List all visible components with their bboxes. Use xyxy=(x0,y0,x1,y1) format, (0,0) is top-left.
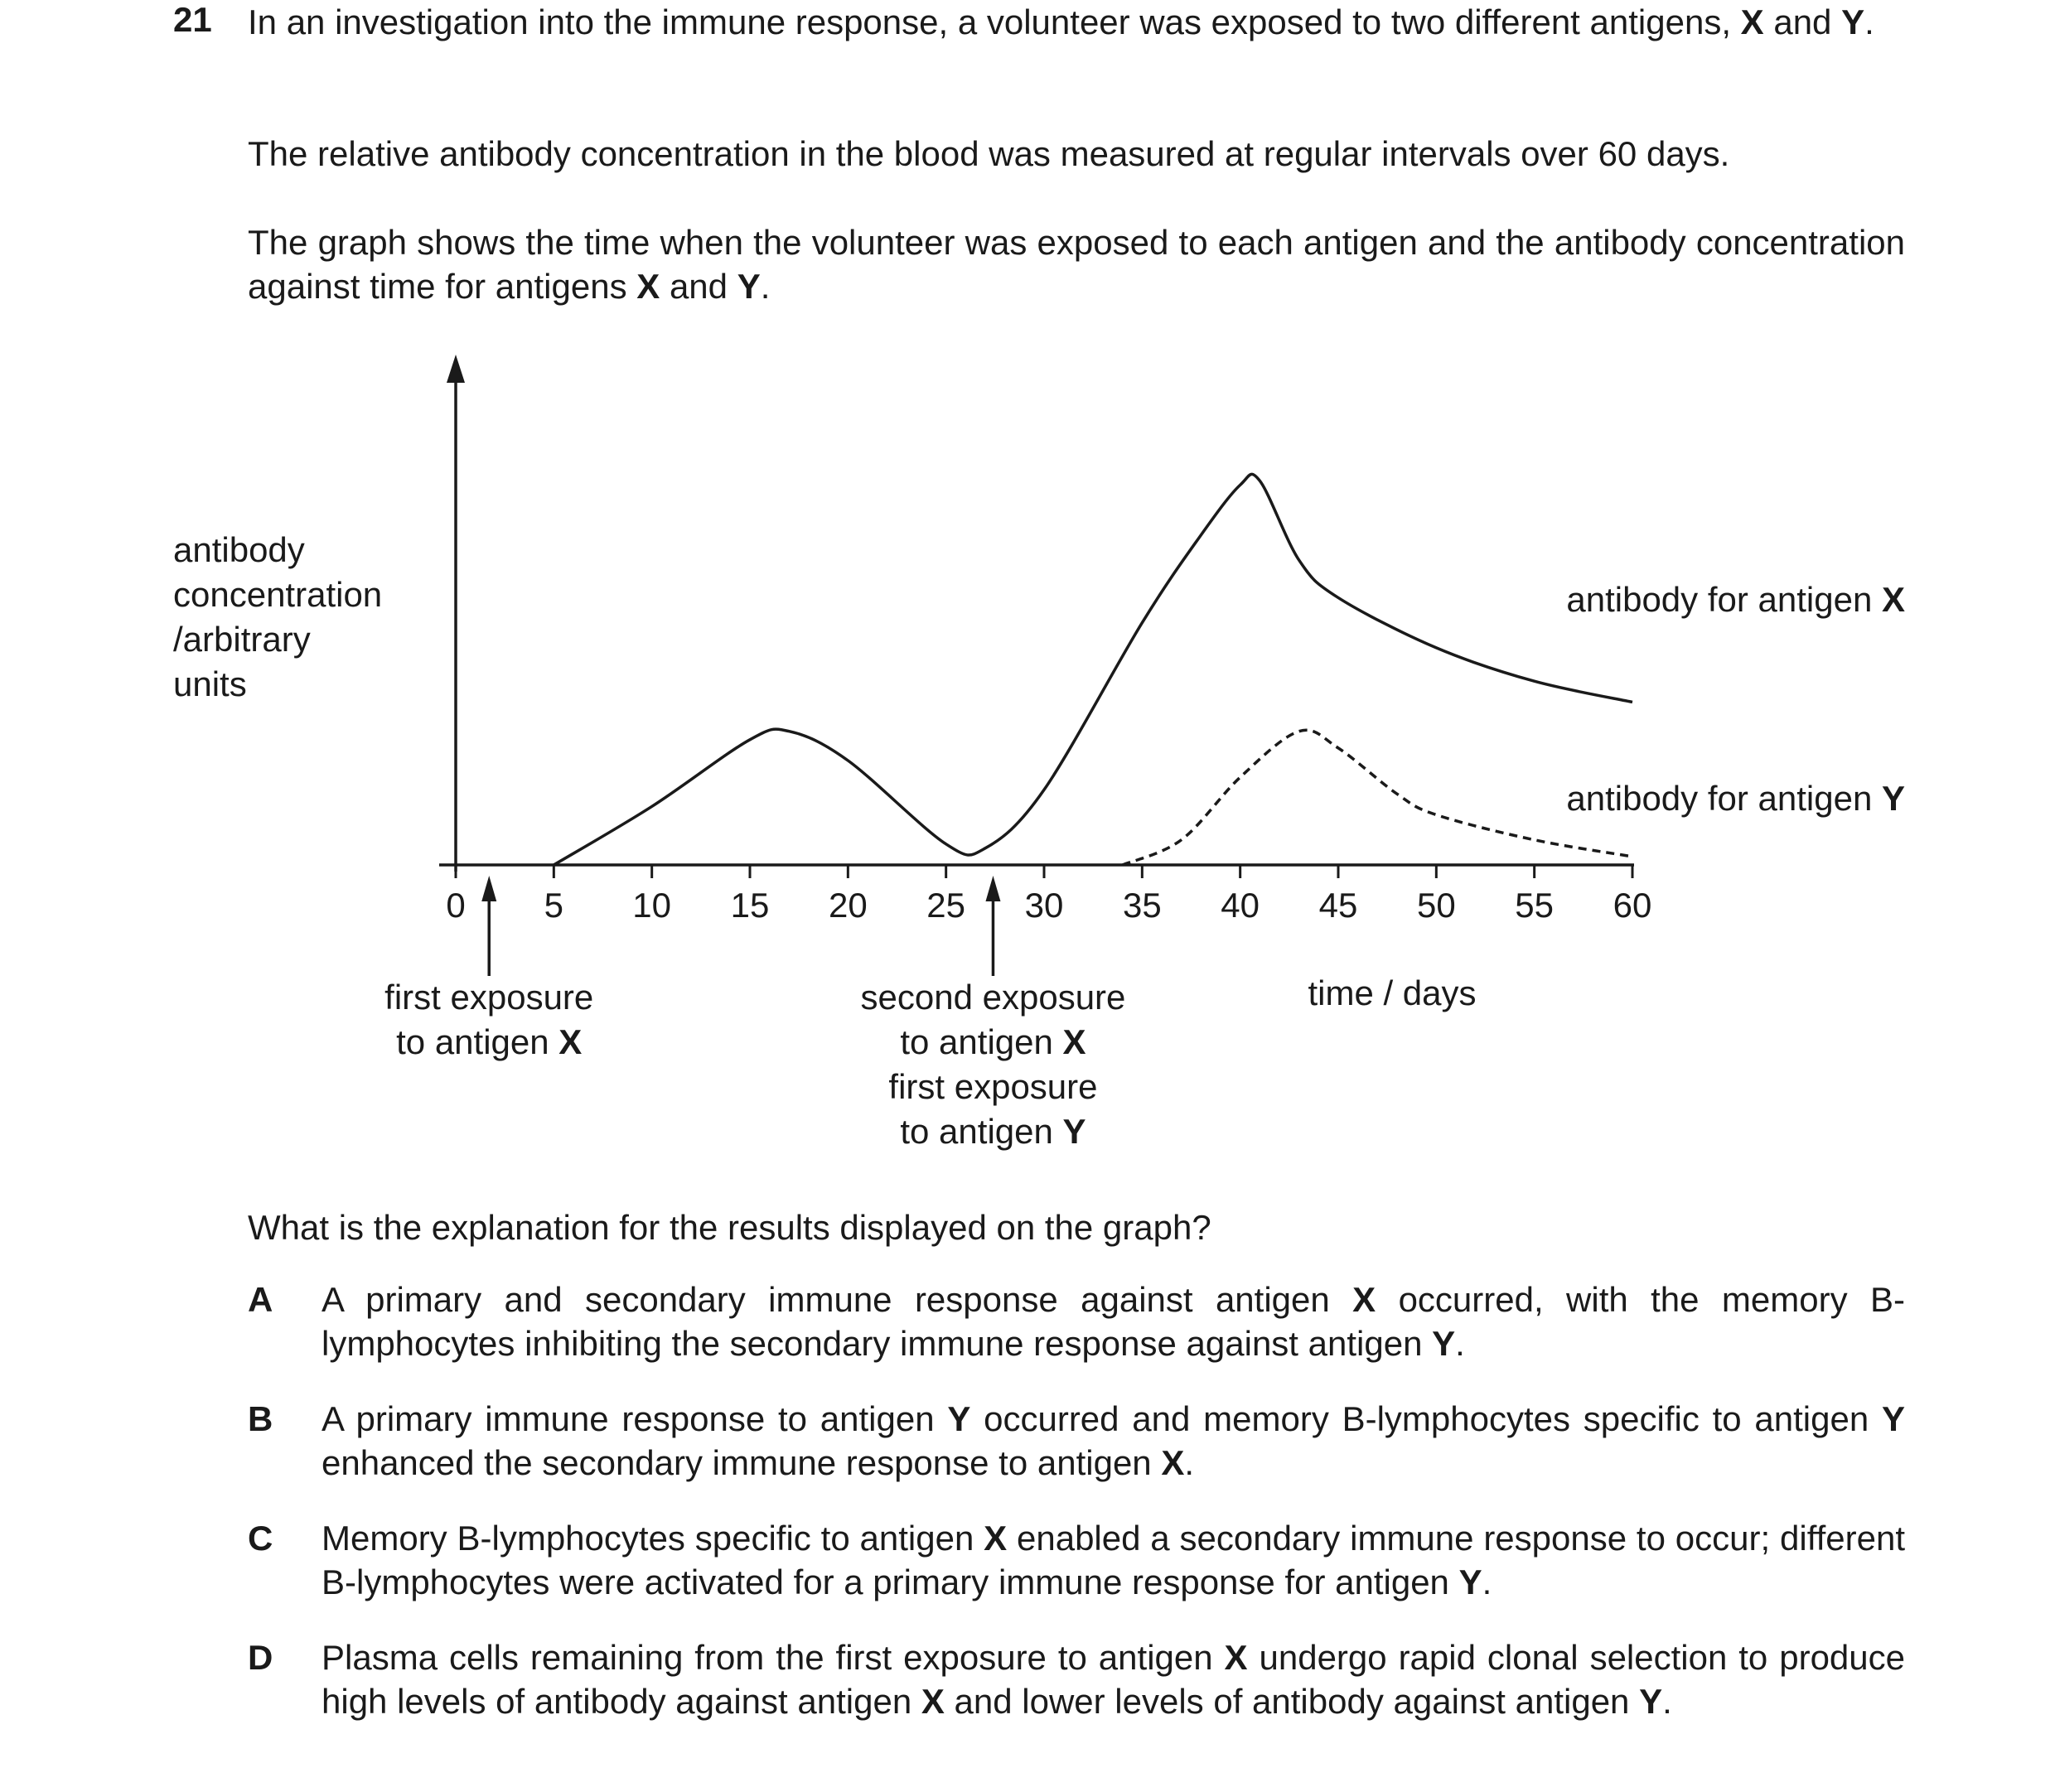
x-tick-label: 50 xyxy=(1416,886,1456,925)
series-antigen-y-line xyxy=(1123,730,1632,865)
x-tick-label: 30 xyxy=(1024,886,1064,925)
x-tick-label: 10 xyxy=(632,886,672,925)
option-d-text: Plasma cells remaining from the first exposure to antigen X undergo rapid clonal selection to produce high levels of antibody against antigen X and lower levels of antibody against antigen Y. xyxy=(322,1638,1906,1721)
chart-axes xyxy=(439,355,1634,872)
exposure-caption-line: second exposure xyxy=(860,978,1126,1017)
x-axis-label: time / days xyxy=(1308,973,1477,1012)
y-axis-label-line: /arbitrary xyxy=(173,620,311,659)
exposure-caption-line: first exposure xyxy=(888,1067,1098,1106)
exposure-caption-line: to antigen X xyxy=(396,1022,583,1061)
exposure-caption-line: to antigen Y xyxy=(900,1112,1086,1151)
option-c-text: Memory B-lymphocytes specific to antigen X enabled a secondary immune response to occur; different B-lymphocytes were activated for a primary immune response for antigen Y. xyxy=(322,1519,1905,1601)
x-tick-label: 15 xyxy=(730,886,770,925)
option-b-text: A primary immune response to antigen Y occurred and memory B-lymphocytes specific to antigen Y enhanced the secondary immune response to antigen X. xyxy=(322,1399,1905,1482)
option-d-letter: D xyxy=(248,1638,273,1677)
y-axis-label xyxy=(173,530,382,703)
x-tick-label: 5 xyxy=(544,886,564,925)
option-b-letter: B xyxy=(248,1399,273,1438)
y-axis-label-line: antibody xyxy=(173,530,305,569)
y-axis-label-line: units xyxy=(173,664,247,703)
exposure-arrowhead xyxy=(985,876,1000,901)
exposure-arrowhead xyxy=(481,876,496,901)
series-label-antigen-y: antibody for antigen Y xyxy=(1566,779,1905,818)
y-axis-label-line: concentration xyxy=(173,575,383,614)
question-number: 21 xyxy=(173,0,212,39)
x-tick-label: 45 xyxy=(1318,886,1358,925)
x-tick-label: 25 xyxy=(926,886,966,925)
intro-paragraph-3: The graph shows the time when the volunteer was exposed to each antigen and the antibody concentration against time for antigens X and Y. xyxy=(248,223,1905,306)
option-c-letter: C xyxy=(248,1519,273,1558)
exposure-caption-line: first exposure xyxy=(384,978,594,1017)
option-a-text: A primary and secondary immune response against antigen X occurred, with the memory B-lymphocytes inhibiting the secondary immune response against antigen Y. xyxy=(322,1280,1906,1363)
series-antigen-x-line xyxy=(554,474,1632,865)
x-tick-label: 0 xyxy=(446,886,466,925)
intro-paragraph-1: In an investigation into the immune response, a volunteer was exposed to two different antigens, X and Y. xyxy=(248,2,1874,41)
x-axis-ticks xyxy=(446,865,1651,925)
y-axis-arrowhead xyxy=(447,355,465,383)
chart-series xyxy=(554,474,1632,865)
question-prompt: What is the explanation for the results displayed on the graph? xyxy=(248,1208,1211,1247)
x-tick-label: 55 xyxy=(1515,886,1555,925)
exposure-caption-line: to antigen X xyxy=(900,1022,1086,1061)
intro-paragraph-2: The relative antibody concentration in the blood was measured at regular intervals over 60 days. xyxy=(248,134,1730,173)
series-label-antigen-x: antibody for antigen X xyxy=(1566,580,1905,619)
x-tick-label: 20 xyxy=(828,886,868,925)
x-tick-label: 60 xyxy=(1613,886,1652,925)
x-tick-label: 35 xyxy=(1122,886,1162,925)
option-a-letter: A xyxy=(248,1280,273,1319)
x-tick-label: 40 xyxy=(1221,886,1260,925)
